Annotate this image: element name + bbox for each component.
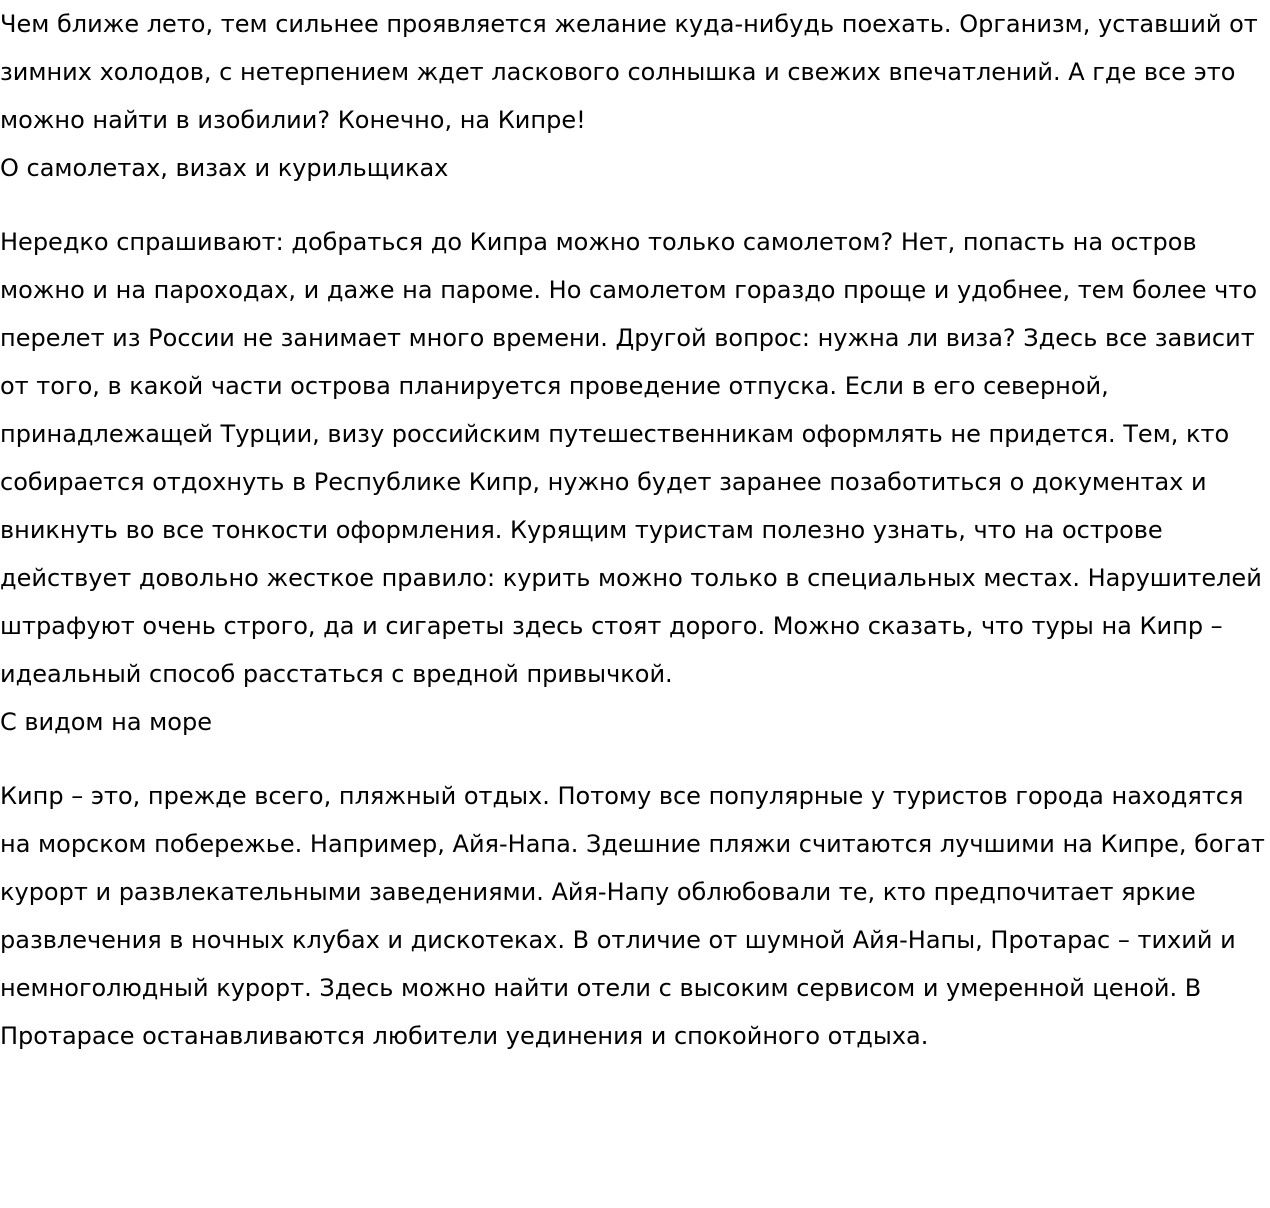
section-paragraph-planes-visas-smokers: Нередко спрашивают: добраться до Кипра можно только самолетом? Нет, попасть на остров можно и на пароходах, и даже на пароме. Но самолетом гораздо проще и удобнее, тем более что перелет из России не занимает много времени. Другой вопрос: нужна ли виза? Здесь все зависит от того, в какой части острова планируется проведение отпуска. Если в его северной, принадлежащей Турции, визу российским путешественникам оформлять не придется. Тем, кто собирается отдохнуть в Республике Кипр, нужно будет заранее позаботиться о документах и вникнуть во все тонкости оформления. Курящим туристам полезно узнать, что на острове действует довольно жесткое правило: курить можно только в специальных местах. Нарушителей штрафуют очень строго, да и сигареты здесь стоят дорого. Можно сказать, что туры на Кипр – идеальный способ расстаться с вредной привычкой. xyxy=(0,228,1262,688)
section-heading-planes-visas-smokers: О самолетах, визах и курильщиках xyxy=(0,154,449,182)
section-paragraph-sea-view: Кипр – это, прежде всего, пляжный отдых. Потому все популярные у туристов города находятся на морском побережье. Например, Айя-Напа. Здешние пляжи считаются лучшими на Кипре, богат курорт и развлекательными заведениями. Айя-Напу облюбовали те, кто предпочитает яркие развлечения в ночных клубах и дискотеках. В отличие от шумной Айя-Напы, Протарас – тихий и немноголюдный курорт. Здесь можно найти отели с высоким сервисом и умеренной ценой. В Протарасе останавливаются любители уединения и спокойного отдыха. xyxy=(0,782,1265,1050)
section-heading-sea-view: С видом на море xyxy=(0,708,212,736)
intro-paragraph: Чем ближе лето, тем сильнее проявляется желание куда-нибудь поехать. Организм, уставший от зимних холодов, с нетерпением ждет ласкового солнышка и свежих впечатлений. А где все это можно найти в изобилии? Конечно, на Кипре! xyxy=(0,10,1258,134)
